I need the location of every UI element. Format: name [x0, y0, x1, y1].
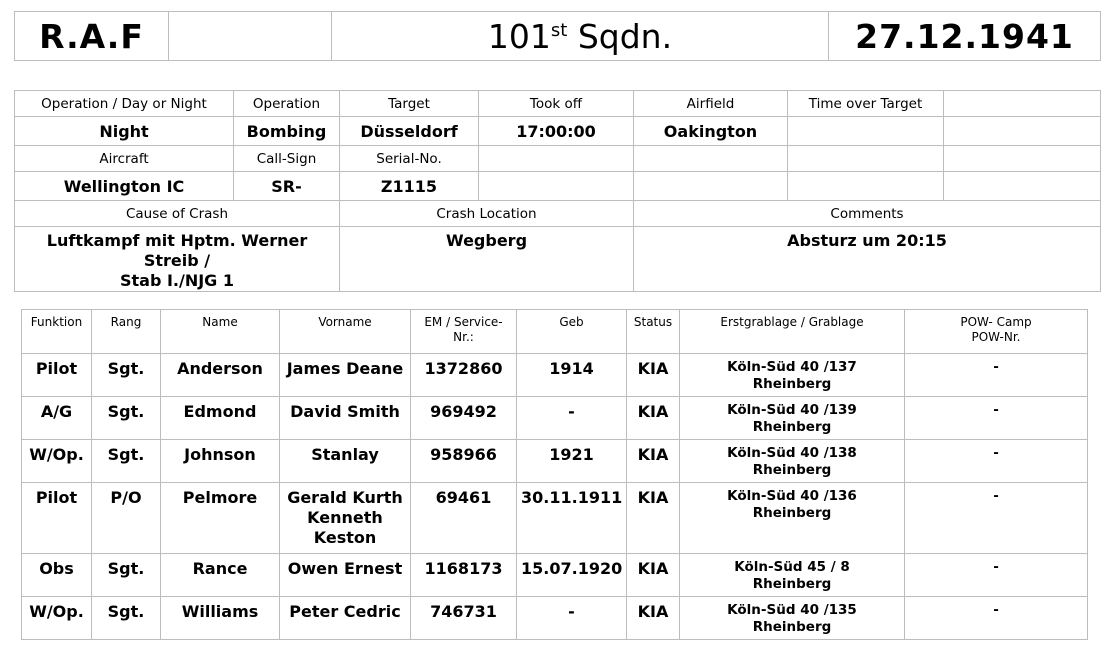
value-airfield: Oakington	[634, 117, 788, 146]
blank-cell	[634, 172, 788, 201]
label-operation-day-night: Operation / Day or Night	[15, 91, 234, 117]
value-time-over-target	[788, 117, 944, 146]
col-geb: Geb	[517, 310, 627, 354]
grab-line-2: Rheinberg	[752, 576, 832, 592]
cell-name: Pelmore	[161, 483, 280, 554]
grab-line-1: Köln-Süd 40 /135	[727, 602, 857, 618]
label-cause-of-crash: Cause of Crash	[15, 201, 340, 227]
col-grablage: Erstgrablage / Grablage	[680, 310, 905, 354]
grab-line-1: Köln-Süd 45 / 8	[734, 559, 850, 575]
cell-rang: Sgt.	[92, 597, 161, 640]
cell-rang: Sgt.	[92, 554, 161, 597]
label-crash-location: Crash Location	[340, 201, 634, 227]
value-operation-day-night: Night	[15, 117, 234, 146]
grab-line-1: Köln-Süd 40 /137	[727, 359, 857, 375]
cell-vorname: Stanlay	[280, 440, 411, 483]
value-crash-location: Wegberg	[340, 227, 634, 292]
header-blank-cell	[169, 12, 332, 61]
grab-line-1: Köln-Süd 40 /138	[727, 445, 857, 461]
cell-funktion: W/Op.	[22, 440, 92, 483]
cell-status: KIA	[627, 597, 680, 640]
grab-line-2: Rheinberg	[752, 619, 832, 635]
cell-geb: 15.07.1920	[517, 554, 627, 597]
label-airfield: Airfield	[634, 91, 788, 117]
cell-funktion: Obs	[22, 554, 92, 597]
blank-cell	[479, 146, 634, 172]
cell-rang: P/O	[92, 483, 161, 554]
col-service-nr-line1: EM / Service-	[424, 315, 503, 329]
cell-status: KIA	[627, 397, 680, 440]
cell-status: KIA	[627, 483, 680, 554]
cell-funktion: Pilot	[22, 354, 92, 397]
label-call-sign: Call-Sign	[234, 146, 340, 172]
vorname-line-3: Keston	[313, 528, 377, 547]
squadron-suffix: st	[550, 19, 568, 41]
value-cause-of-crash	[15, 227, 340, 292]
grab-line-2: Rheinberg	[752, 419, 832, 435]
cell-service-nr: 1372860	[411, 354, 517, 397]
table-row	[22, 597, 1088, 640]
col-pow-line2: POW-Nr.	[971, 330, 1021, 344]
grab-line-1: Köln-Süd 40 /139	[727, 402, 857, 418]
cell-rang: Sgt.	[92, 440, 161, 483]
col-pow-line1: POW- Camp	[960, 315, 1032, 329]
cell-funktion: W/Op.	[22, 597, 92, 640]
cell-service-nr: 1168173	[411, 554, 517, 597]
cell-service-nr: 958966	[411, 440, 517, 483]
cause-line-1: Luftkampf mit Hptm. Werner Streib /	[46, 231, 308, 270]
cell-funktion: Pilot	[22, 483, 92, 554]
cell-vorname: James Deane	[280, 354, 411, 397]
cell-name: Rance	[161, 554, 280, 597]
crew-table	[21, 309, 1088, 640]
grab-line-1: Köln-Süd 40 /136	[727, 488, 857, 504]
cell-rang: Sgt.	[92, 397, 161, 440]
label-time-over-target: Time over Target	[788, 91, 944, 117]
cell-grablage	[680, 397, 905, 440]
vorname-line-1: Gerald Kurth	[287, 488, 403, 507]
blank-cell	[944, 117, 1101, 146]
col-service-nr-line2: Nr.:	[453, 330, 474, 344]
grab-line-2: Rheinberg	[752, 505, 832, 521]
label-took-off: Took off	[479, 91, 634, 117]
cell-pow: -	[905, 440, 1088, 483]
cell-service-nr: 969492	[411, 397, 517, 440]
cell-vorname: David Smith	[280, 397, 411, 440]
blank-cell	[479, 172, 634, 201]
cell-grablage	[680, 440, 905, 483]
value-operation: Bombing	[234, 117, 340, 146]
cell-pow: -	[905, 354, 1088, 397]
cell-pow: -	[905, 554, 1088, 597]
blank-cell	[944, 172, 1101, 201]
cell-service-nr: 746731	[411, 597, 517, 640]
label-operation: Operation	[234, 91, 340, 117]
cell-geb: 1921	[517, 440, 627, 483]
cell-geb: -	[517, 397, 627, 440]
col-rang: Rang	[92, 310, 161, 354]
cell-status: KIA	[627, 440, 680, 483]
vorname-line-2: Kenneth	[307, 508, 383, 527]
table-row	[22, 554, 1088, 597]
col-name: Name	[161, 310, 280, 354]
cell-rang: Sgt.	[92, 354, 161, 397]
cell-geb: 1914	[517, 354, 627, 397]
header-table	[14, 11, 1101, 61]
value-comments: Absturz um 20:15	[634, 227, 1101, 292]
cell-name: Edmond	[161, 397, 280, 440]
col-pow	[905, 310, 1088, 354]
cell-pow: -	[905, 597, 1088, 640]
squadron-title	[332, 12, 829, 61]
cell-grablage	[680, 483, 905, 554]
col-vorname: Vorname	[280, 310, 411, 354]
cell-status: KIA	[627, 554, 680, 597]
cell-service-nr: 69461	[411, 483, 517, 554]
col-funktion: Funktion	[22, 310, 92, 354]
label-aircraft: Aircraft	[15, 146, 234, 172]
cell-geb: 30.11.1911	[517, 483, 627, 554]
cell-vorname: Owen Ernest	[280, 554, 411, 597]
label-comments: Comments	[634, 201, 1101, 227]
cell-geb: -	[517, 597, 627, 640]
cell-name: Williams	[161, 597, 280, 640]
value-serial-no: Z1115	[340, 172, 479, 201]
squadron-word: Sqdn.	[577, 16, 673, 56]
blank-cell	[788, 146, 944, 172]
table-row	[22, 397, 1088, 440]
cell-name: Anderson	[161, 354, 280, 397]
blank-cell	[788, 172, 944, 201]
blank-cell	[634, 146, 788, 172]
cell-name: Johnson	[161, 440, 280, 483]
table-row	[22, 354, 1088, 397]
value-took-off: 17:00:00	[479, 117, 634, 146]
value-target: Düsseldorf	[340, 117, 479, 146]
cell-grablage	[680, 597, 905, 640]
grab-line-2: Rheinberg	[752, 462, 832, 478]
cell-pow: -	[905, 483, 1088, 554]
value-call-sign: SR-	[234, 172, 340, 201]
cell-vorname: Peter Cedric	[280, 597, 411, 640]
table-row	[22, 440, 1088, 483]
mission-date: 27.12.1941	[829, 12, 1101, 61]
grab-line-2: Rheinberg	[752, 376, 832, 392]
blank-cell	[944, 91, 1101, 117]
col-service-nr	[411, 310, 517, 354]
cell-grablage	[680, 554, 905, 597]
cell-vorname	[280, 483, 411, 554]
operation-info-table	[14, 90, 1101, 292]
label-target: Target	[340, 91, 479, 117]
cause-line-2: Stab I./NJG 1	[119, 271, 235, 290]
cell-status: KIA	[627, 354, 680, 397]
squadron-number: 101	[487, 16, 551, 56]
table-row	[22, 483, 1088, 554]
unit-label: R.A.F	[15, 12, 169, 61]
label-serial-no: Serial-No.	[340, 146, 479, 172]
col-status: Status	[627, 310, 680, 354]
cell-grablage	[680, 354, 905, 397]
value-aircraft: Wellington IC	[15, 172, 234, 201]
cell-funktion: A/G	[22, 397, 92, 440]
cell-pow: -	[905, 397, 1088, 440]
blank-cell	[944, 146, 1101, 172]
